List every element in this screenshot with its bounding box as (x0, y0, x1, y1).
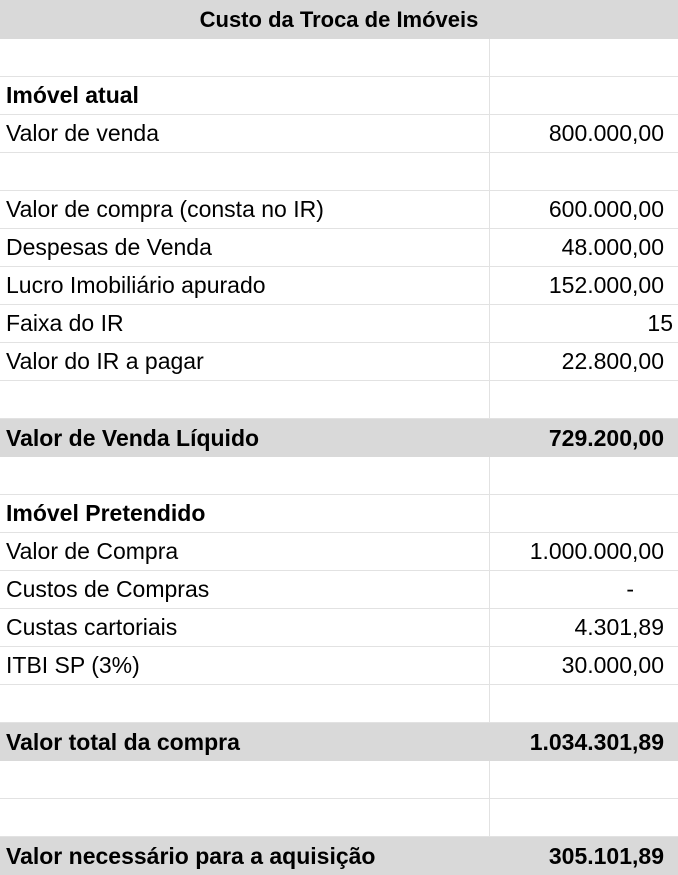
section-header-target-property[interactable] (0, 495, 678, 533)
value-cell[interactable]: 4.301,89 (574, 614, 664, 640)
table-row[interactable] (0, 381, 678, 419)
value-cell[interactable] (490, 381, 678, 418)
label-cell[interactable] (0, 799, 490, 836)
value-cell[interactable] (490, 799, 678, 836)
value-cell[interactable]: 729.200,00 (548, 424, 664, 451)
table-row[interactable] (0, 153, 678, 191)
value-cell[interactable] (490, 39, 678, 76)
title-row[interactable] (0, 0, 678, 39)
value-cell[interactable]: 22.800,00 (561, 348, 664, 374)
table-row[interactable] (0, 115, 678, 153)
table-row[interactable] (0, 457, 678, 495)
label-cell[interactable] (0, 761, 490, 798)
label-cell[interactable] (0, 39, 490, 76)
label-cell[interactable]: Custos de Compras (0, 571, 490, 608)
label-cell[interactable]: Despesas de Venda (0, 229, 490, 266)
value-cell[interactable]: - (626, 576, 634, 602)
table-row[interactable] (0, 799, 678, 837)
table-row[interactable] (0, 191, 678, 229)
value-cell[interactable] (490, 153, 678, 190)
label-cell[interactable]: Valor de Venda Líquido (6, 424, 260, 451)
label-cell[interactable] (0, 153, 490, 190)
value-cell[interactable]: 152.000,00 (548, 272, 664, 298)
total-row-acquisition[interactable] (0, 837, 678, 875)
total-row-purchase[interactable] (0, 723, 678, 761)
label-cell[interactable]: Imóvel Pretendido (0, 495, 490, 532)
value-cell[interactable]: 600.000,00 (548, 196, 664, 222)
table-row[interactable] (0, 647, 678, 685)
table-row[interactable] (0, 229, 678, 267)
table-row[interactable] (0, 685, 678, 723)
value-cell[interactable]: 1.034.301,89 (529, 728, 664, 755)
label-cell[interactable]: Valor de compra (consta no IR) (0, 191, 490, 228)
value-cell[interactable]: 30.000,00 (561, 652, 664, 678)
table-row[interactable] (0, 609, 678, 647)
value-cell[interactable]: 1.000.000,00 (529, 538, 664, 564)
table-row[interactable] (0, 533, 678, 571)
value-cell[interactable]: 48.000,00 (561, 234, 664, 260)
label-cell[interactable]: Valor necessário para a aquisição (6, 842, 376, 869)
label-cell[interactable]: Lucro Imobiliário apurado (0, 267, 490, 304)
value-cell[interactable]: 305.101,89 (548, 842, 664, 869)
label-cell[interactable]: Valor de venda (0, 115, 490, 152)
total-row-net-sale[interactable] (0, 419, 678, 457)
label-cell[interactable]: Faixa do IR (0, 305, 490, 342)
label-cell[interactable]: ITBI SP (3%) (0, 647, 490, 684)
value-cell[interactable] (490, 77, 678, 114)
label-cell[interactable]: Valor do IR a pagar (0, 343, 490, 380)
table-row[interactable] (0, 39, 678, 77)
label-cell[interactable]: Valor de Compra (0, 533, 490, 570)
table-row[interactable] (0, 571, 678, 609)
label-cell[interactable]: Imóvel atual (0, 77, 490, 114)
section-header-current-property[interactable] (0, 77, 678, 115)
table-row[interactable] (0, 343, 678, 381)
table-row[interactable] (0, 761, 678, 799)
value-cell[interactable]: 15 (647, 310, 673, 336)
sheet-title: Custo da Troca de Imóveis (199, 6, 479, 32)
label-cell[interactable] (0, 381, 490, 418)
label-cell[interactable]: Custas cartoriais (0, 609, 490, 646)
value-cell[interactable] (490, 761, 678, 798)
label-cell[interactable]: Valor total da compra (6, 728, 240, 755)
value-cell[interactable] (490, 495, 678, 532)
table-row[interactable] (0, 305, 678, 343)
table-row[interactable] (0, 267, 678, 305)
value-cell[interactable] (490, 457, 678, 494)
value-cell[interactable]: 800.000,00 (548, 120, 664, 146)
value-cell[interactable] (490, 685, 678, 722)
label-cell[interactable] (0, 457, 490, 494)
label-cell[interactable] (0, 685, 490, 722)
